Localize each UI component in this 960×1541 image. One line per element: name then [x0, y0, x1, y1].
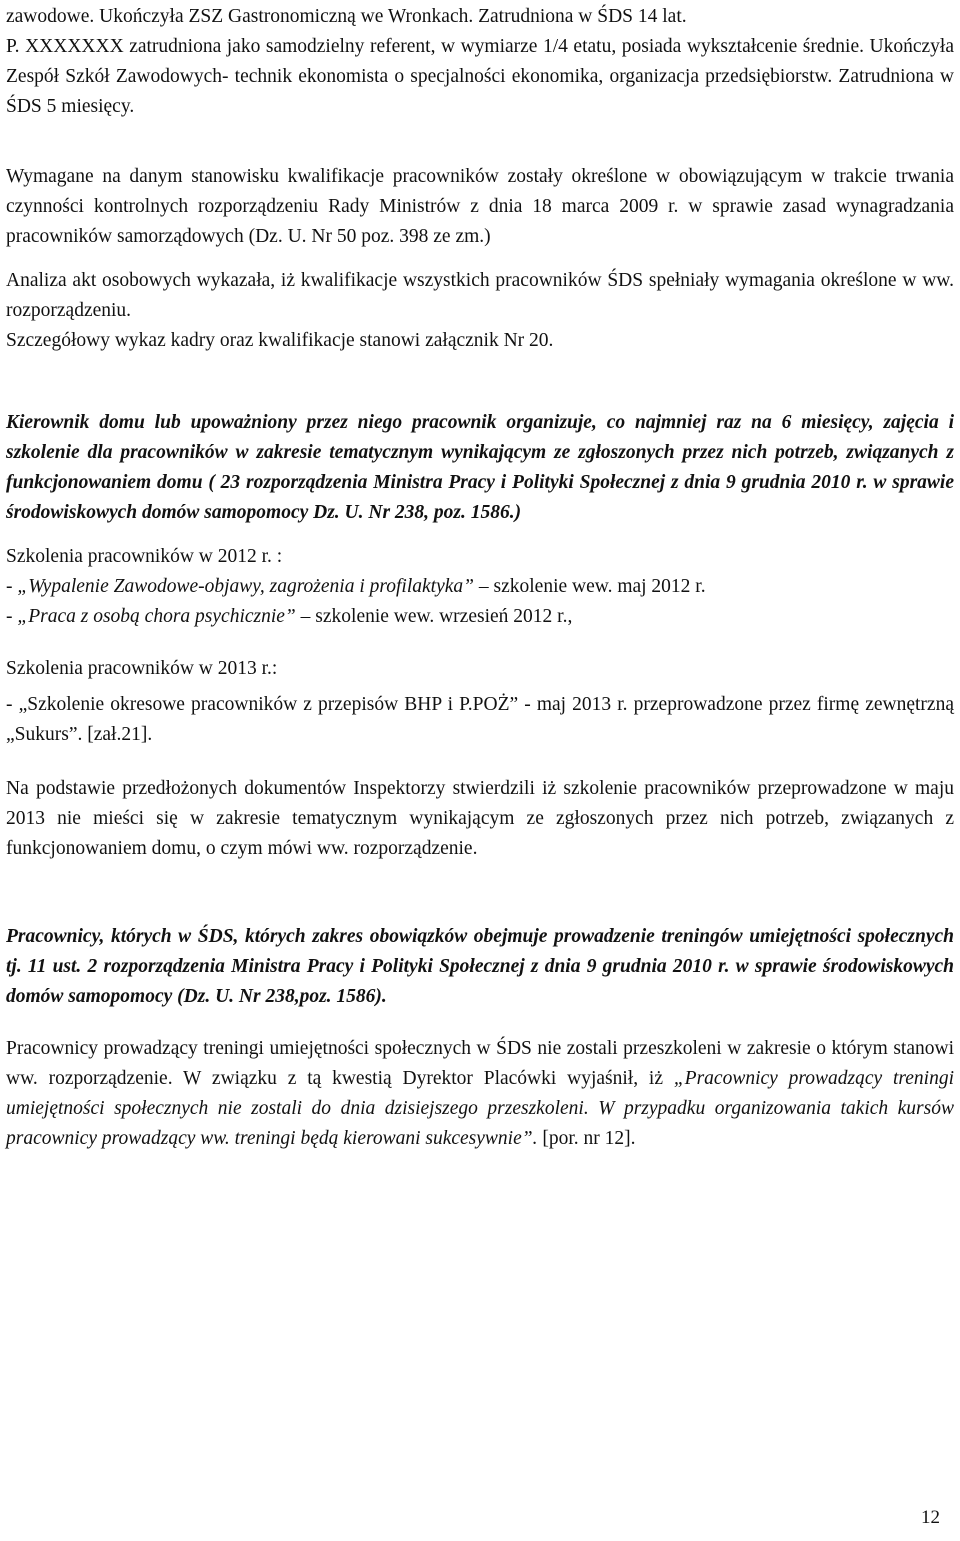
explanation-text: Pracownicy prowadzący treningi umiejętności społecznych w ŚDS nie zostali przeszkoleni w zakresie o którym stanowi ww. rozporządzenie. W związku z tą kwestią Dyrektor Placówki wyjaśnił, iż	[6, 1038, 954, 1089]
paragraph-personnel-analysis: Analiza akt osobowych wykazała, iż kwalifikacje wszystkich pracowników ŚDS spełniały wymagania określone w ww. rozporządzeniu.	[6, 270, 954, 321]
training-title-burnout: „Wypalenie Zawodowe-objawy, zagrożenia i profilaktyka”	[17, 576, 474, 597]
paragraph-staff-list-reference: Szczegółowy wykaz kadry oraz kwalifikacje stanowi załącznik Nr 20.	[6, 330, 554, 351]
list-dash: -	[6, 606, 18, 627]
requirement-training-frequency: Kierownik domu lub upoważniony przez niego pracownik organizuje, co najmniej raz na 6 miesięcy, zajęcia i szkolenie dla pracowników w zakresie tematycznym wynikającym ze zgłoszonych przez nich potrzeb, związanych z funkcjonowaniem domu ( 23 rozporządzenia Ministra Pracy i Polityki Społecznej z dnia 9 grudnia 2010 r. w sprawie środowiskowych domów samopomocy Dz. U. Nr 238, poz. 1586.)	[6, 412, 954, 523]
page-number: 12	[921, 1507, 940, 1528]
trainings-2013-heading: Szkolenia pracowników w 2013 r.:	[6, 658, 278, 679]
paragraph-previous-employee-end: zawodowe. Ukończyła ZSZ Gastronomiczną we Wronkach. Zatrudniona w ŚDS 14 lat.	[6, 6, 687, 27]
training-title-mental-illness: „Praca z osobą chora psychicznie”	[17, 606, 296, 627]
director-quote: „Pracownicy prowadzący treningi umiejętności społecznych nie zostali do dnia dzisiejszego przeszkoleni. W przypadku organizowania takich kursów pracownicy prowadzący ww. treningi będą kierowani sukcesywnie”.	[6, 1068, 954, 1149]
training-details-burnout: – szkolenie wew. maj 2012 r.	[474, 576, 706, 597]
requirement-social-skills-training: Pracownicy, których w ŚDS, których zakres obowiązków obejmuje prowadzenie treningów umiejętności społecznych tj. 11 ust. 2 rozporządzenia Ministra Pracy i Polityki Społecznej z dnia 9 grudnia 2010 r. w sprawie środowiskowych domów samopomocy (Dz. U. Nr 238,poz. 1586).	[6, 926, 954, 1007]
paragraph-inspectors-finding: Na podstawie przedłożonych dokumentów Inspektorzy stwierdzili iż szkolenie pracowników przeprowadzone w maju 2013 nie mieści się w zakresie tematycznym wynikającym ze zgłoszonych przez nich potrzeb, związanych z funkcjonowaniem domu, o czym mówi ww. rozporządzenie.	[6, 778, 954, 859]
training-details-mental-illness: – szkolenie wew. wrzesień 2012 r.,	[295, 606, 573, 627]
paragraph-director-explanation	[6, 1034, 954, 1154]
list-dash: -	[6, 576, 18, 597]
document-page	[6, 2, 954, 1154]
trainings-2013-item-1: - „Szkolenie okresowe pracowników z przepisów BHP i P.POŻ” - maj 2013 r. przeprowadzone przez firmę zewnętrzną „Sukurs”. [zał.21].	[6, 694, 954, 745]
paragraph-employee-p: P. XXXXXXX zatrudniona jako samodzielny referent, w wymiarze 1/4 etatu, posiada wykształcenie średnie. Ukończyła Zespół Szkół Zawodowych- technik ekonomista o specjalności ekonomika, organizacja przedsiębiorstw. Zatrudniona w ŚDS 5 miesięcy.	[6, 36, 954, 117]
trainings-2012-heading: Szkolenia pracowników w 2012 r. :	[6, 546, 283, 567]
paragraph-qualifications: Wymagane na danym stanowisku kwalifikacje pracowników zostały określone w obowiązującym w trakcie trwania czynności kontrolnych rozporządzeniu Rady Ministrów z dnia 18 marca 2009 r. w sprawie zasad wynagradzania pracowników samorządowych (Dz. U. Nr 50 poz. 398 ze zm.)	[6, 166, 954, 247]
trainings-2012-item-2	[6, 602, 954, 632]
trainings-2012-item-1	[6, 572, 954, 602]
protocol-reference: [por. nr 12].	[537, 1128, 636, 1149]
